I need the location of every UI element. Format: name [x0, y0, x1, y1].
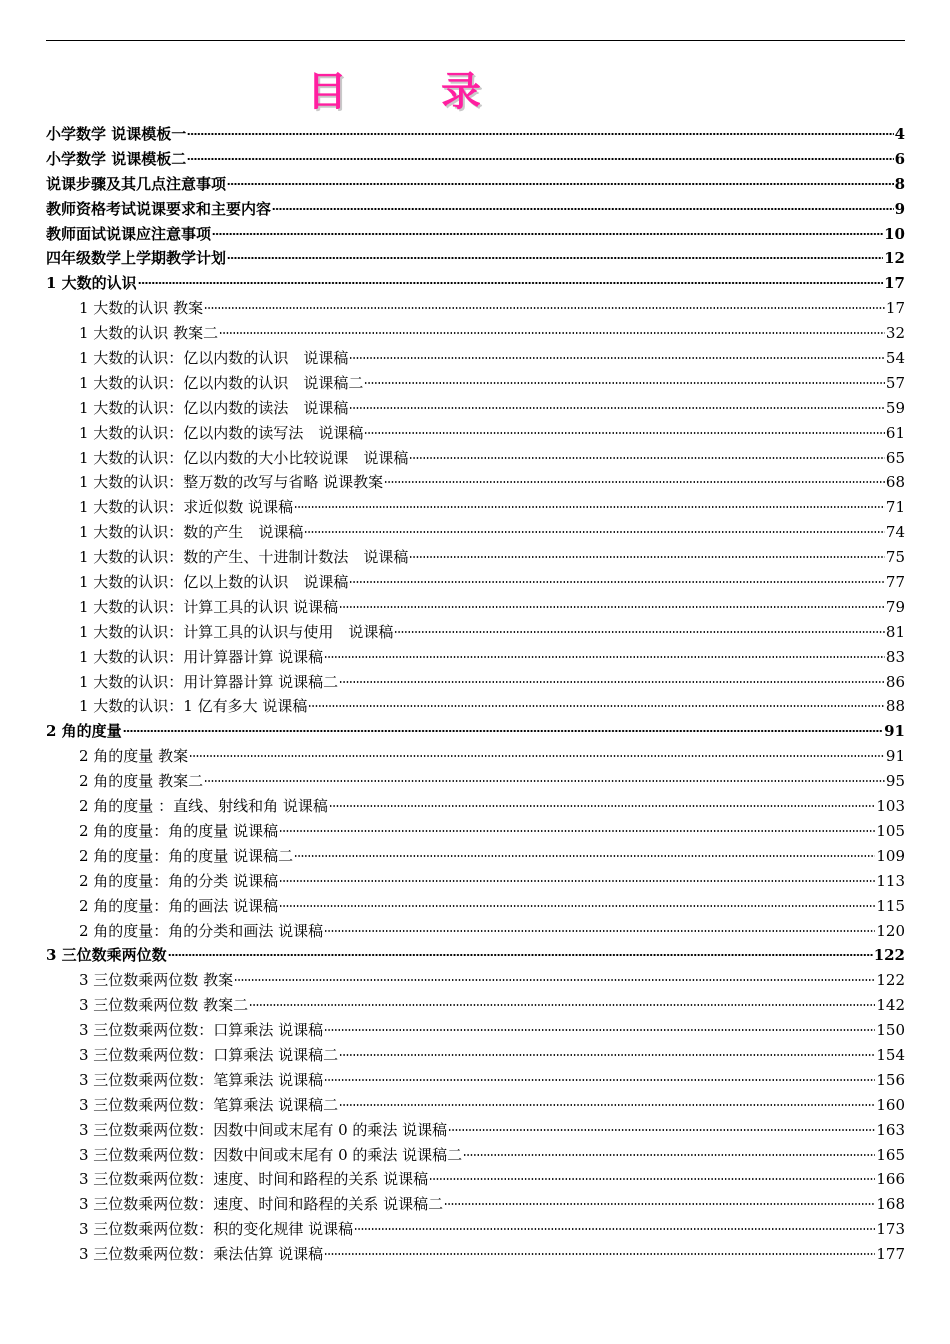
- toc-section-entry[interactable]: [46, 894, 905, 919]
- toc-chapter-entry[interactable]: [46, 147, 905, 172]
- toc-page-number: 81: [885, 622, 905, 641]
- dot-leader: [272, 207, 894, 211]
- toc-entry-label: 1 大数的认识：数的产生 说课稿: [79, 523, 304, 542]
- dot-leader: [279, 879, 875, 883]
- toc-entry-label: 2 角的度量 教案: [79, 747, 189, 766]
- header-rule: [46, 40, 905, 41]
- toc-entry-label: 1 大数的认识：亿以上数的认识 说课稿: [79, 573, 349, 592]
- toc-section-entry[interactable]: [46, 744, 905, 769]
- toc-entry-label: 3 三位数乘两位数 教案二: [79, 996, 249, 1015]
- page-title: 目 录: [307, 69, 521, 115]
- dot-leader: [349, 356, 885, 360]
- toc-chapter-entry[interactable]: [46, 197, 905, 222]
- toc-section-entry[interactable]: [46, 769, 905, 794]
- toc-entry-label: 1 大数的认识：计算工具的认识与使用 说课稿: [79, 622, 394, 641]
- toc-page-number: 17: [884, 274, 905, 293]
- toc-page-number: 166: [876, 1170, 905, 1189]
- toc-page-number: 57: [885, 373, 905, 392]
- toc-page-number: 86: [885, 672, 905, 691]
- toc-page-number: 68: [885, 473, 905, 492]
- toc-page-number: 17: [885, 299, 905, 318]
- toc-section-entry[interactable]: [46, 620, 905, 645]
- dot-leader: [204, 779, 885, 783]
- dot-leader: [339, 1053, 875, 1057]
- toc-page-number: 12: [884, 249, 905, 268]
- dot-leader: [227, 182, 894, 186]
- toc-page-number: 10: [884, 224, 905, 243]
- toc-page-number: 160: [876, 1095, 905, 1114]
- toc-section-entry[interactable]: [46, 520, 905, 545]
- toc-page-number: 95: [885, 772, 905, 791]
- toc-entry-label: 1 大数的认识：数的产生、十进制计数法 说课稿: [79, 548, 409, 567]
- toc-entry-label: 3 三位数乘两位数 教案: [79, 971, 234, 990]
- toc-chapter-entry[interactable]: [46, 222, 905, 247]
- toc-section-entry[interactable]: [46, 1143, 905, 1168]
- toc-page-number: 109: [876, 846, 905, 865]
- toc-page-number: 9: [894, 199, 905, 218]
- dot-leader: [304, 530, 885, 534]
- toc-page-number: 79: [885, 597, 905, 616]
- dot-leader: [429, 1177, 875, 1181]
- dot-leader: [187, 132, 893, 136]
- toc-entry-label: 1 大数的认识：亿以内数的读法 说课稿: [79, 398, 349, 417]
- toc-page-number: 113: [876, 871, 905, 890]
- toc-entry-label: 3 三位数乘两位数：口算乘法 说课稿: [79, 1021, 324, 1040]
- toc-section-entry[interactable]: [46, 869, 905, 894]
- dot-leader: [324, 1028, 875, 1032]
- dot-leader: [294, 505, 885, 509]
- dot-leader: [279, 904, 875, 908]
- dot-leader: [187, 157, 893, 161]
- toc-entry-label: 1 大数的认识: [46, 274, 137, 293]
- toc-entry-label: 3 三位数乘两位数：笔算乘法 说课稿: [79, 1070, 324, 1089]
- toc-section-entry[interactable]: [46, 545, 905, 570]
- dot-leader: [349, 406, 885, 410]
- toc-page-number: 74: [885, 523, 905, 542]
- toc-entry-label: 1 大数的认识：用计算器计算 说课稿: [79, 647, 324, 666]
- toc-entry-label: 3 三位数乘两位数：因数中间或末尾有 0 的乘法 说课稿: [79, 1120, 448, 1139]
- toc-entry-label: 2 角的度量：角的分类 说课稿: [79, 871, 279, 890]
- toc-section-entry[interactable]: [46, 396, 905, 421]
- toc-section-entry[interactable]: [46, 694, 905, 719]
- dot-leader: [409, 456, 885, 460]
- dot-leader: [463, 1153, 875, 1157]
- toc-section-entry[interactable]: [46, 1167, 905, 1192]
- toc-section-entry[interactable]: [46, 595, 905, 620]
- dot-leader: [324, 655, 885, 659]
- toc-entry-label: 3 三位数乘两位数: [46, 946, 167, 965]
- toc-entry-label: 3 三位数乘两位数：速度、时间和路程的关系 说课稿: [79, 1170, 429, 1189]
- toc-section-entry[interactable]: [46, 1217, 905, 1242]
- toc-page-number: 61: [885, 423, 905, 442]
- toc-page-number: 122: [876, 971, 905, 990]
- toc-section-entry[interactable]: [46, 670, 905, 695]
- toc-page-number: 177: [876, 1245, 905, 1264]
- dot-leader: [294, 854, 875, 858]
- toc-entry-label: 3 三位数乘两位数：笔算乘法 说课稿二: [79, 1095, 339, 1114]
- toc-section-entry[interactable]: [46, 1192, 905, 1217]
- toc-page-number: 88: [885, 697, 905, 716]
- toc-section-entry[interactable]: [46, 495, 905, 520]
- dot-leader: [339, 605, 885, 609]
- toc-entry-label: 小学数学 说课模板二: [46, 149, 187, 168]
- dot-leader: [324, 1252, 875, 1256]
- toc-page-number: 54: [885, 349, 905, 368]
- toc-section-entry[interactable]: [46, 371, 905, 396]
- toc-page-number: 4: [894, 125, 905, 143]
- toc-entry-label: 1 大数的认识 教案: [79, 299, 204, 318]
- dot-leader: [212, 232, 883, 236]
- toc-chapter-entry[interactable]: [46, 719, 905, 744]
- toc-chapter-entry[interactable]: [46, 172, 905, 197]
- toc-section-entry[interactable]: [46, 1068, 905, 1093]
- toc-chapter-entry[interactable]: [46, 246, 905, 271]
- dot-leader: [168, 953, 873, 957]
- toc-entry-label: 四年级数学上学期教学计划: [46, 249, 227, 268]
- toc-page-number: 156: [876, 1070, 905, 1089]
- dot-leader: [234, 978, 875, 982]
- toc-page-number: 91: [884, 722, 905, 741]
- toc-entry-label: 1 大数的认识：亿以内数的大小比较说课 说课稿: [79, 448, 409, 467]
- toc-entry-label: 2 角的度量 ：直线、射线和角 说课稿: [79, 797, 328, 816]
- toc-page-number: 120: [876, 921, 905, 940]
- dot-leader: [448, 1128, 875, 1132]
- toc-page-number: 154: [876, 1045, 905, 1064]
- toc-page-number: 163: [876, 1120, 905, 1139]
- toc-section-entry[interactable]: [46, 470, 905, 495]
- dot-leader: [123, 729, 883, 733]
- dot-leader: [324, 1078, 875, 1082]
- toc-page-number: 32: [885, 324, 905, 343]
- toc-entry-label: 1 大数的认识：计算工具的认识 说课稿: [79, 597, 339, 616]
- dot-leader: [227, 256, 883, 260]
- toc-section-entry[interactable]: [46, 421, 905, 446]
- dot-leader: [409, 555, 885, 559]
- toc-entry-label: 1 大数的认识：用计算器计算 说课稿二: [79, 672, 339, 691]
- toc-section-entry[interactable]: [46, 321, 905, 346]
- toc-entry-label: 2 角的度量: [46, 722, 122, 741]
- toc-page-number: 71: [885, 498, 905, 517]
- dot-leader: [308, 704, 885, 708]
- toc-chapter-entry[interactable]: [46, 943, 905, 968]
- dot-leader: [204, 306, 885, 310]
- toc-section-entry[interactable]: [46, 968, 905, 993]
- toc-entry-label: 2 角的度量 教案二: [79, 772, 204, 791]
- toc-entry-label: 1 大数的认识：亿以内数的认识 说课稿: [79, 349, 349, 368]
- toc-entry-label: 1 大数的认识 教案二: [79, 324, 219, 343]
- dot-leader: [339, 1103, 875, 1107]
- toc-section-entry[interactable]: [46, 919, 905, 944]
- toc-page-number: 59: [885, 398, 905, 417]
- toc-page-number: 115: [876, 896, 905, 915]
- toc-section-entry[interactable]: [46, 645, 905, 670]
- dot-leader: [138, 281, 883, 285]
- dot-leader: [364, 431, 885, 435]
- dot-leader: [324, 929, 875, 933]
- dot-leader: [339, 680, 885, 684]
- dot-leader: [219, 331, 885, 335]
- dot-leader: [189, 754, 885, 758]
- dot-leader: [394, 630, 885, 634]
- toc-section-entry[interactable]: [46, 1043, 905, 1068]
- toc-entry-label: 3 三位数乘两位数：乘法估算 说课稿: [79, 1245, 324, 1264]
- toc-entry-label: 1 大数的认识：亿以内数的认识 说课稿二: [79, 373, 364, 392]
- dot-leader: [384, 480, 885, 484]
- toc-page-number: 105: [876, 821, 905, 840]
- toc-page-number: 103: [876, 797, 905, 816]
- toc-entry-label: 2 角的度量：角的度量 说课稿二: [79, 846, 294, 865]
- dot-leader: [444, 1202, 875, 1206]
- toc-entry-label: 3 三位数乘两位数：速度、时间和路程的关系 说课稿二: [79, 1195, 444, 1214]
- toc-section-entry[interactable]: [46, 570, 905, 595]
- toc-page-number: 91: [885, 747, 905, 766]
- toc-entry-label: 2 角的度量：角的分类和画法 说课稿: [79, 921, 324, 940]
- toc-entry-label: 说课步骤及其几点注意事项: [46, 174, 227, 193]
- toc-section-entry[interactable]: [46, 819, 905, 844]
- toc-section-entry[interactable]: [46, 1018, 905, 1043]
- toc-entry-label: 3 三位数乘两位数：口算乘法 说课稿二: [79, 1045, 339, 1064]
- table-of-contents: [46, 122, 905, 1267]
- toc-entry-label: 1 大数的认识：整万数的改写与省略 说课教案: [79, 473, 384, 492]
- toc-section-entry[interactable]: [46, 346, 905, 371]
- toc-section-entry[interactable]: [46, 1118, 905, 1143]
- dot-leader: [329, 804, 876, 808]
- toc-entry-label: 教师资格考试说课要求和主要内容: [46, 199, 272, 218]
- toc-section-entry[interactable]: [46, 1093, 905, 1118]
- toc-entry-label: 1 大数的认识：1 亿有多大 说课稿: [79, 697, 308, 716]
- toc-section-entry[interactable]: [46, 993, 905, 1018]
- toc-page-number: 122: [873, 946, 905, 965]
- toc-page-number: 150: [876, 1021, 905, 1040]
- toc-entry-label: 2 角的度量：角的度量 说课稿: [79, 821, 279, 840]
- toc-entry-label: 教师面试说课应注意事项: [46, 224, 212, 243]
- toc-section-entry[interactable]: [46, 296, 905, 321]
- toc-entry-label: 2 角的度量：角的画法 说课稿: [79, 896, 279, 915]
- toc-page-number: 8: [894, 174, 905, 193]
- toc-page-number: 168: [876, 1195, 905, 1214]
- dot-leader: [249, 1003, 875, 1007]
- toc-page-number: 65: [885, 448, 905, 467]
- toc-page-number: 75: [885, 548, 905, 567]
- toc-entry-label: 3 三位数乘两位数：因数中间或末尾有 0 的乘法 说课稿二: [79, 1145, 463, 1164]
- dot-leader: [354, 1227, 875, 1231]
- toc-entry-label: 3 三位数乘两位数：积的变化规律 说课稿: [79, 1220, 354, 1239]
- toc-entry-label: 1 大数的认识：亿以内数的读写法 说课稿: [79, 423, 364, 442]
- dot-leader: [279, 829, 875, 833]
- toc-page-number: 142: [876, 996, 905, 1015]
- toc-chapter-entry[interactable]: [46, 122, 905, 147]
- toc-section-entry[interactable]: [46, 1242, 905, 1267]
- dot-leader: [349, 580, 885, 584]
- toc-page-number: 77: [885, 573, 905, 592]
- dot-leader: [364, 381, 885, 385]
- toc-section-entry[interactable]: [46, 794, 905, 819]
- toc-entry-label: 小学数学 说课模板一: [46, 125, 187, 143]
- toc-chapter-entry[interactable]: [46, 271, 905, 296]
- toc-page-number: 83: [885, 647, 905, 666]
- toc-page-number: 173: [876, 1220, 905, 1239]
- toc-section-entry[interactable]: [46, 446, 905, 471]
- toc-page-number: 6: [894, 149, 905, 168]
- toc-page-number: 165: [876, 1145, 905, 1164]
- toc-section-entry[interactable]: [46, 844, 905, 869]
- toc-entry-label: 1 大数的认识：求近似数 说课稿: [79, 498, 294, 517]
